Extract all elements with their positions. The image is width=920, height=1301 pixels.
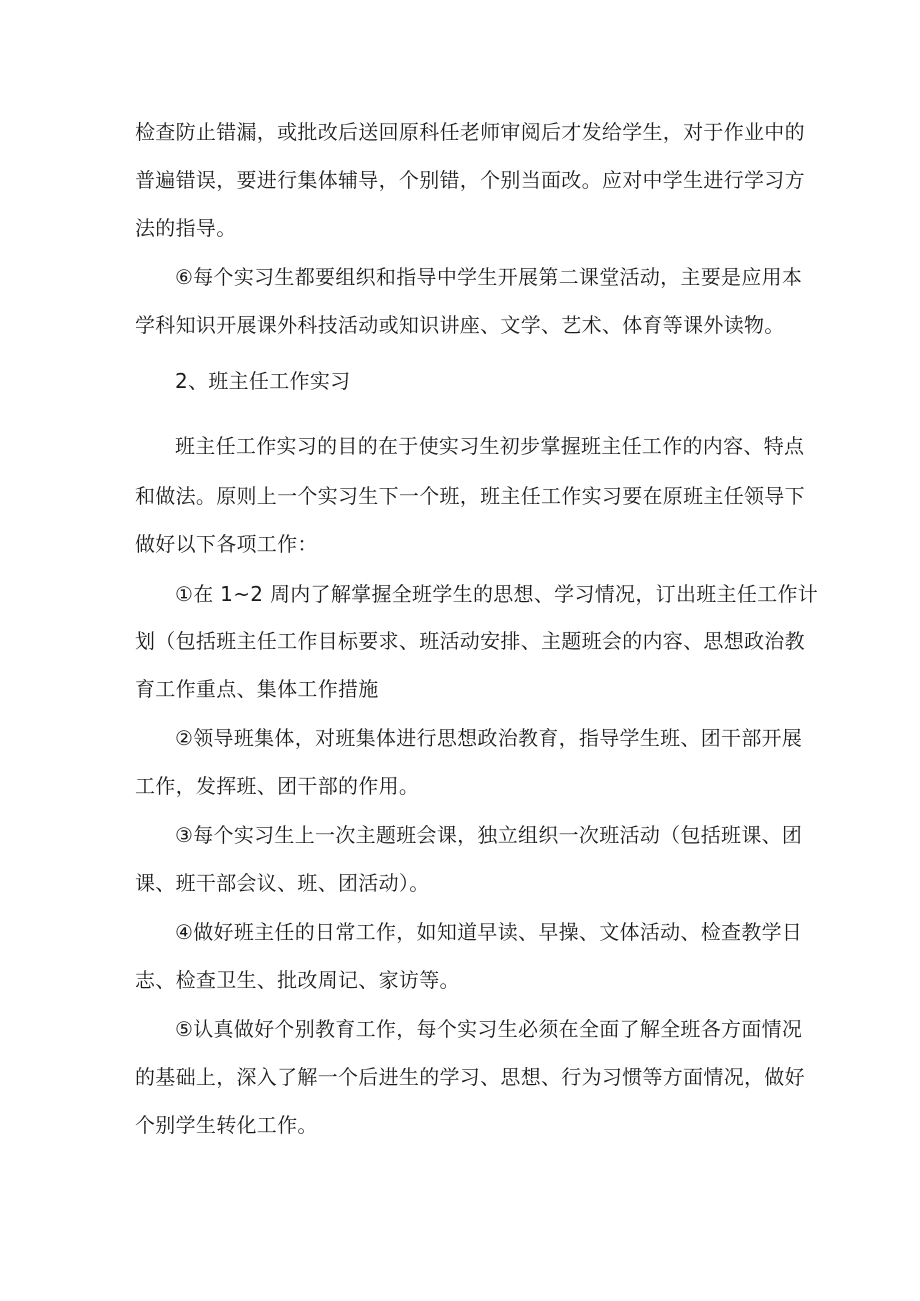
text-line: ⑤认真做好个别教育工作，每个实习生必须在全面了解全班各方面情况: [175, 1017, 803, 1041]
text-line: 法的指导。: [135, 216, 237, 240]
text-line: ④做好班主任的日常工作，如知道早读、早操、文体活动、检查教学日: [175, 920, 803, 944]
text-line: 和做法。原则上一个实习生下一个班，班主任工作实习要在原班主任领导下: [135, 484, 805, 508]
text-line: 志、检查卫生、批改周记、家访等。: [135, 968, 460, 992]
text-line: 班主任工作实习的目的在于使实习生初步掌握班主任工作的内容、特点: [175, 434, 805, 458]
text-line: 学科知识开展课外科技活动或知识讲座、文学、艺术、体育等课外读物。: [135, 313, 785, 337]
section-heading: 2、班主任工作实习: [175, 369, 351, 393]
text-line: ⑥每个实习生都要组织和指导中学生开展第二课堂活动，主要是应用本: [175, 265, 803, 289]
text-line: ①在 1~2 周内了解掌握全班学生的思想、学习情况，订出班主任工作计: [175, 582, 819, 606]
text-line: ②领导班集体，对班集体进行思想政治教育，指导学生班、团干部开展: [175, 726, 803, 750]
text-line: ③每个实习生上一次主题班会课，独立组织一次班活动（包括班课、团: [175, 823, 803, 847]
text-line: 的基础上，深入了解一个后进生的学习、思想、行为习惯等方面情况，做好: [135, 1065, 805, 1089]
text-line: 个别学生转化工作。: [135, 1113, 318, 1137]
text-line: 工作，发挥班、团干部的作用。: [135, 774, 420, 798]
text-line: 划（包括班主任工作目标要求、班活动安排、主题班会的内容、思想政治教: [135, 629, 805, 653]
text-line: 课、班干部会议、班、团活动）。: [135, 871, 430, 895]
text-line: 做好以下各项工作：: [135, 532, 318, 556]
text-line: 普遍错误，要进行集体辅导，个别错，个别当面改。应对中学生进行学习方: [135, 168, 805, 192]
text-line: 检查防止错漏，或批改后送回原科任老师审阅后才发给学生，对于作业中的: [135, 120, 805, 144]
text-line: 育工作重点、集体工作措施: [135, 677, 379, 701]
